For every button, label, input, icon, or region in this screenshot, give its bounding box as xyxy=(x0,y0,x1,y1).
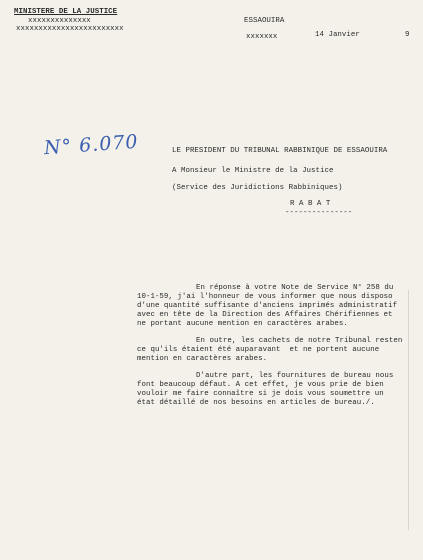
city-underline: --------------- xyxy=(285,209,353,217)
paragraph-2-line-1: En outre, les cachets de notre Tribunal resten xyxy=(196,337,403,345)
sender-line: LE PRESIDENT DU TRIBUNAL RABBINIQUE DE ESSAOUIRA xyxy=(172,147,388,155)
paragraph-2-line-3: mention en caractères arabes. xyxy=(137,355,268,363)
paragraph-3-line-4: état détaillé de nos besoins en articles de bureau./. xyxy=(137,399,375,407)
recipient-line: A Monsieur le Ministre de la Justice xyxy=(172,167,334,175)
paragraph-3-line-1: D'autre part, les fournitures de bureau nous xyxy=(196,372,394,380)
paragraph-2-line-2: ce qu'ils étaient été auparavant et ne portent aucune xyxy=(137,346,380,354)
paper-fold-mark xyxy=(408,290,409,530)
paragraph-1-line-3: d'une quantité suffisante d'anciens imprimés administratif xyxy=(137,302,398,310)
paragraph-3-line-3: vouloir me faire connaître si je dois vous soumettre un xyxy=(137,390,384,398)
ministry-header: MINISTERE DE LA JUSTICE xyxy=(14,8,118,16)
handwritten-reference-number: N° 6.070 xyxy=(43,130,140,160)
paragraph-1-line-5: ne portant aucune mention en caractères arabes. xyxy=(137,320,348,328)
paragraph-1-line-4: avec en tête de la Direction des Affaires Chérifiennes et xyxy=(137,311,393,319)
date-year: 9 xyxy=(405,31,410,39)
header-x-line-2: xxxxxxxxxxxxxxxxxxxxxxxx xyxy=(16,25,124,33)
date-x-mark: xxxxxxx xyxy=(246,33,278,41)
city-header: ESSAOUIRA xyxy=(244,17,285,25)
paragraph-1-line-2: 10-1-59, j'ai l'honneur de vous informer que nous disposo xyxy=(137,293,393,301)
header-x-line-1: xxxxxxxxxxxxxx xyxy=(28,17,91,25)
paragraph-3-line-2: font beaucoup défaut. A cet effet, je vous prie de bien xyxy=(137,381,384,389)
date-day: 14 Janvier xyxy=(315,31,360,39)
paragraph-1-line-1: En réponse à votre Note de Service N° 258 du xyxy=(196,284,394,292)
service-line: (Service des Juridictions Rabbiniques) xyxy=(172,184,343,192)
destination-city: R A B A T xyxy=(290,200,331,208)
